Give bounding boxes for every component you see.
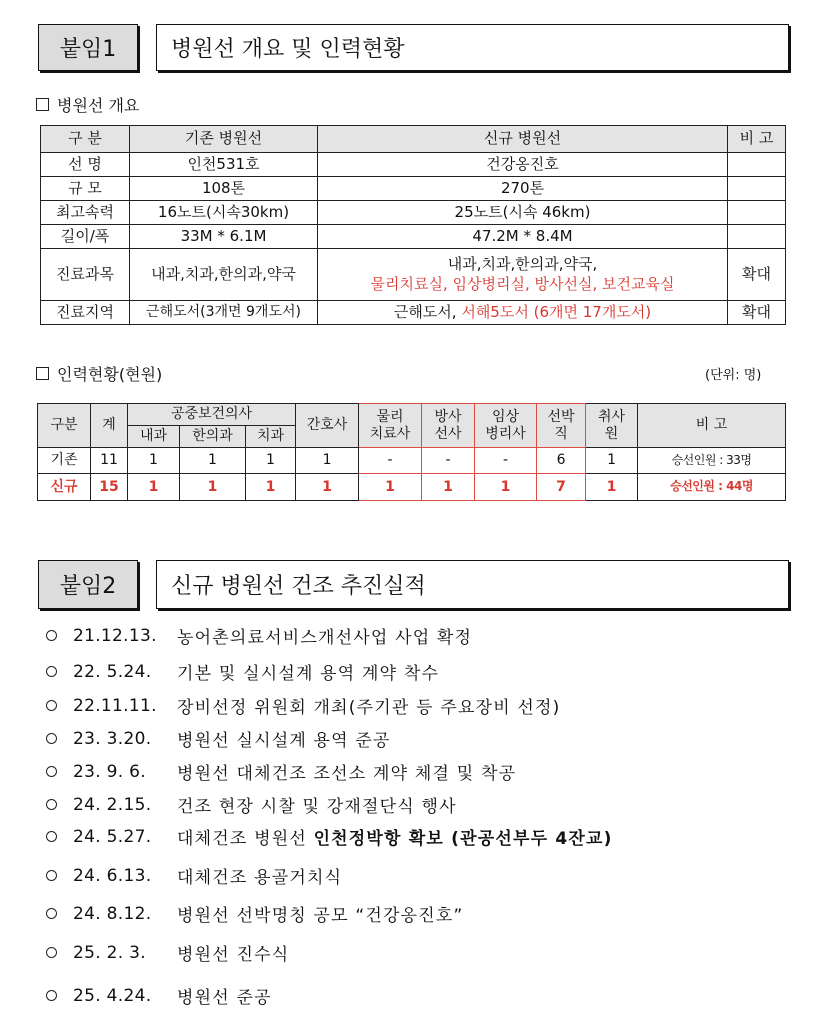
row-label: 진료지역 [41,301,130,325]
attachment-2-label: 붙임2 [38,560,138,609]
cell: 1 [128,474,180,501]
timeline-item [46,726,391,751]
cell: 15 [91,474,128,501]
staff-heading-text: 인력현황(현원) [57,365,163,384]
cell: 7 [537,474,586,501]
overview-heading [36,93,139,116]
cell: 6 [537,448,586,474]
timeline-event: 병원선 진수식 [177,945,290,965]
cell: 1 [475,474,537,501]
new-value: 25노트(시속 46km) [318,201,728,225]
header-cell [359,404,422,448]
header-text: 원 [604,425,619,442]
new-area-red: 서해5도서 (6개면 17개도서) [461,302,652,321]
cell: 승선인원 : 33명 [638,448,786,474]
table-row [41,201,786,225]
timeline-item [46,863,342,888]
note [728,201,786,225]
timeline-date: 24. 8.12. [73,903,152,924]
unit-label: (단위: 명) [705,368,762,383]
timeline-item [46,901,464,926]
header-cell: 치과 [246,426,296,448]
row-label: 길이/폭 [41,225,130,249]
timeline-date: 24. 5.27. [73,826,152,847]
note [728,225,786,249]
cell: - [359,448,422,474]
timeline-event: 병원선 대체건조 조선소 계약 체결 및 착공 [177,764,517,784]
attachment-1-title: 병원선 개요 및 인력현황 [156,24,789,71]
circle-bullet-icon [46,908,57,919]
header-text: 직 [554,425,568,442]
new-value: 건강옹진호 [318,153,728,177]
timeline-event: 기본 및 실시설계 용역 계약 착수 [177,664,440,684]
circle-bullet-icon [46,799,57,810]
timeline-item [46,983,272,1008]
timeline-event: 농어촌의료서비스개선사업 사업 확정 [177,628,473,648]
header-text: 선사 [434,425,462,442]
table-header-row [38,404,786,426]
table-header-row [41,126,786,153]
circle-bullet-icon [46,666,57,677]
header-cell: 계 [91,404,128,448]
timeline-date: 22.11.11. [73,695,157,716]
new-value: 270톤 [318,177,728,201]
circle-bullet-icon [46,630,57,641]
timeline-date: 25. 2. 3. [73,942,146,963]
old-value: 근해도서(3개면 9개도서) [130,301,318,325]
cell: 1 [296,448,359,474]
header-cell [586,404,638,448]
circle-bullet-icon [46,831,57,842]
row-label: 진료과목 [41,249,130,301]
circle-bullet-icon [46,700,57,711]
header-text: 취사 [598,409,626,426]
timeline-item [46,623,472,648]
header-text: 치료사 [369,425,411,442]
timeline-item [46,792,457,817]
cell: 1 [586,474,638,501]
timeline-event: 장비선정 위원회 개최(주기관 등 주요장비 선정) [177,698,561,718]
new-dept-line2: 물리치료실, 임상병리실, 방사선실, 보건교육실 [370,275,675,293]
timeline-item [46,759,516,784]
old-value: 16노트(시속30km) [130,201,318,225]
table-row [38,474,786,501]
timeline-date: 25. 4.24. [73,985,152,1006]
timeline-date: 23. 9. 6. [73,761,146,782]
timeline-item [46,693,561,718]
new-value [318,301,728,325]
cell: 1 [422,474,475,501]
checkbox-icon [36,367,49,380]
header-cell: 비 고 [638,404,786,448]
row-label: 규 모 [41,177,130,201]
cell: - [475,448,537,474]
header-text: 방사 [434,409,462,426]
cell: 승선인원 : 44명 [638,474,786,501]
table-row [41,301,786,325]
header-cell: 한의과 [180,426,246,448]
cell: - [422,448,475,474]
header-cell: 공중보건의사 [128,404,296,426]
table-row [38,448,786,474]
timeline-date: 21.12.13. [73,625,157,646]
row-label: 최고속력 [41,201,130,225]
header-text: 선박 [547,409,575,426]
note [728,153,786,177]
old-value: 인천531호 [130,153,318,177]
header-cell: 내과 [128,426,180,448]
header-text: 임상 [492,409,520,426]
new-area-black: 근해도서, [393,302,462,321]
circle-bullet-icon [46,870,57,881]
timeline-item [46,659,439,684]
cell: 1 [246,448,296,474]
overview-table [40,125,786,325]
header-text: 물리 [376,409,404,426]
header-cell: 구분 [38,404,91,448]
timeline-event [177,824,613,849]
header-cell: 구 분 [41,126,130,153]
new-value: 47.2M * 8.4M [318,225,728,249]
timeline-item [46,940,289,965]
header-cell: 기존 병원선 [130,126,318,153]
note: 확대 [728,301,786,325]
table-row [41,225,786,249]
timeline-item [46,824,613,849]
timeline-event: 대체건조 용골거치식 [177,868,343,888]
old-value: 내과,치과,한의과,약국 [130,249,318,301]
timeline-date: 24. 2.15. [73,794,152,815]
staff-table [37,403,786,501]
header-text: 병리사 [485,425,526,442]
attachment-1-label: 붙임1 [38,24,138,71]
cell: 1 [246,474,296,501]
old-value: 108톤 [130,177,318,201]
timeline-event: 건조 현장 시찰 및 강재절단식 행사 [177,797,457,817]
cell: 1 [296,474,359,501]
header-cell [422,404,475,448]
timeline-event: 병원선 실시설계 용역 준공 [177,731,391,751]
cell: 신규 [38,474,91,501]
note [728,177,786,201]
cell: 기존 [38,448,91,474]
cell: 1 [180,448,246,474]
header-cell: 신규 병원선 [318,126,728,153]
cell: 1 [359,474,422,501]
cell: 1 [180,474,246,501]
timeline-event-bold: 인천정박항 확보 (관공선부두 4잔교) [313,829,613,849]
circle-bullet-icon [46,990,57,1001]
timeline-date: 22. 5.24. [73,661,152,682]
table-row [41,153,786,177]
circle-bullet-icon [46,733,57,744]
cell: 1 [128,448,180,474]
cell: 11 [91,448,128,474]
header-cell: 간호사 [296,404,359,448]
attachment-2-title: 신규 병원선 건조 추진실적 [156,560,789,609]
timeline-event: 병원선 선박명칭 공모 “건강옹진호” [177,906,464,926]
timeline-date: 23. 3.20. [73,728,152,749]
old-value: 33M * 6.1M [130,225,318,249]
timeline-event: 병원선 준공 [177,988,272,1008]
row-label: 선 명 [41,153,130,177]
circle-bullet-icon [46,947,57,958]
header-cell [475,404,537,448]
new-value [318,249,728,301]
table-row [41,177,786,201]
header-cell: 비 고 [728,126,786,153]
note: 확대 [728,249,786,301]
checkbox-icon [36,98,49,111]
staff-heading [36,362,162,385]
timeline-event-text: 대체건조 병원선 [177,829,314,849]
timeline-date: 24. 6.13. [73,865,152,886]
header-cell [537,404,586,448]
cell: 1 [586,448,638,474]
circle-bullet-icon [46,766,57,777]
overview-heading-text: 병원선 개요 [57,96,140,115]
new-dept-line1: 내과,치과,한의과,약국, [447,254,598,273]
table-row [41,249,786,301]
